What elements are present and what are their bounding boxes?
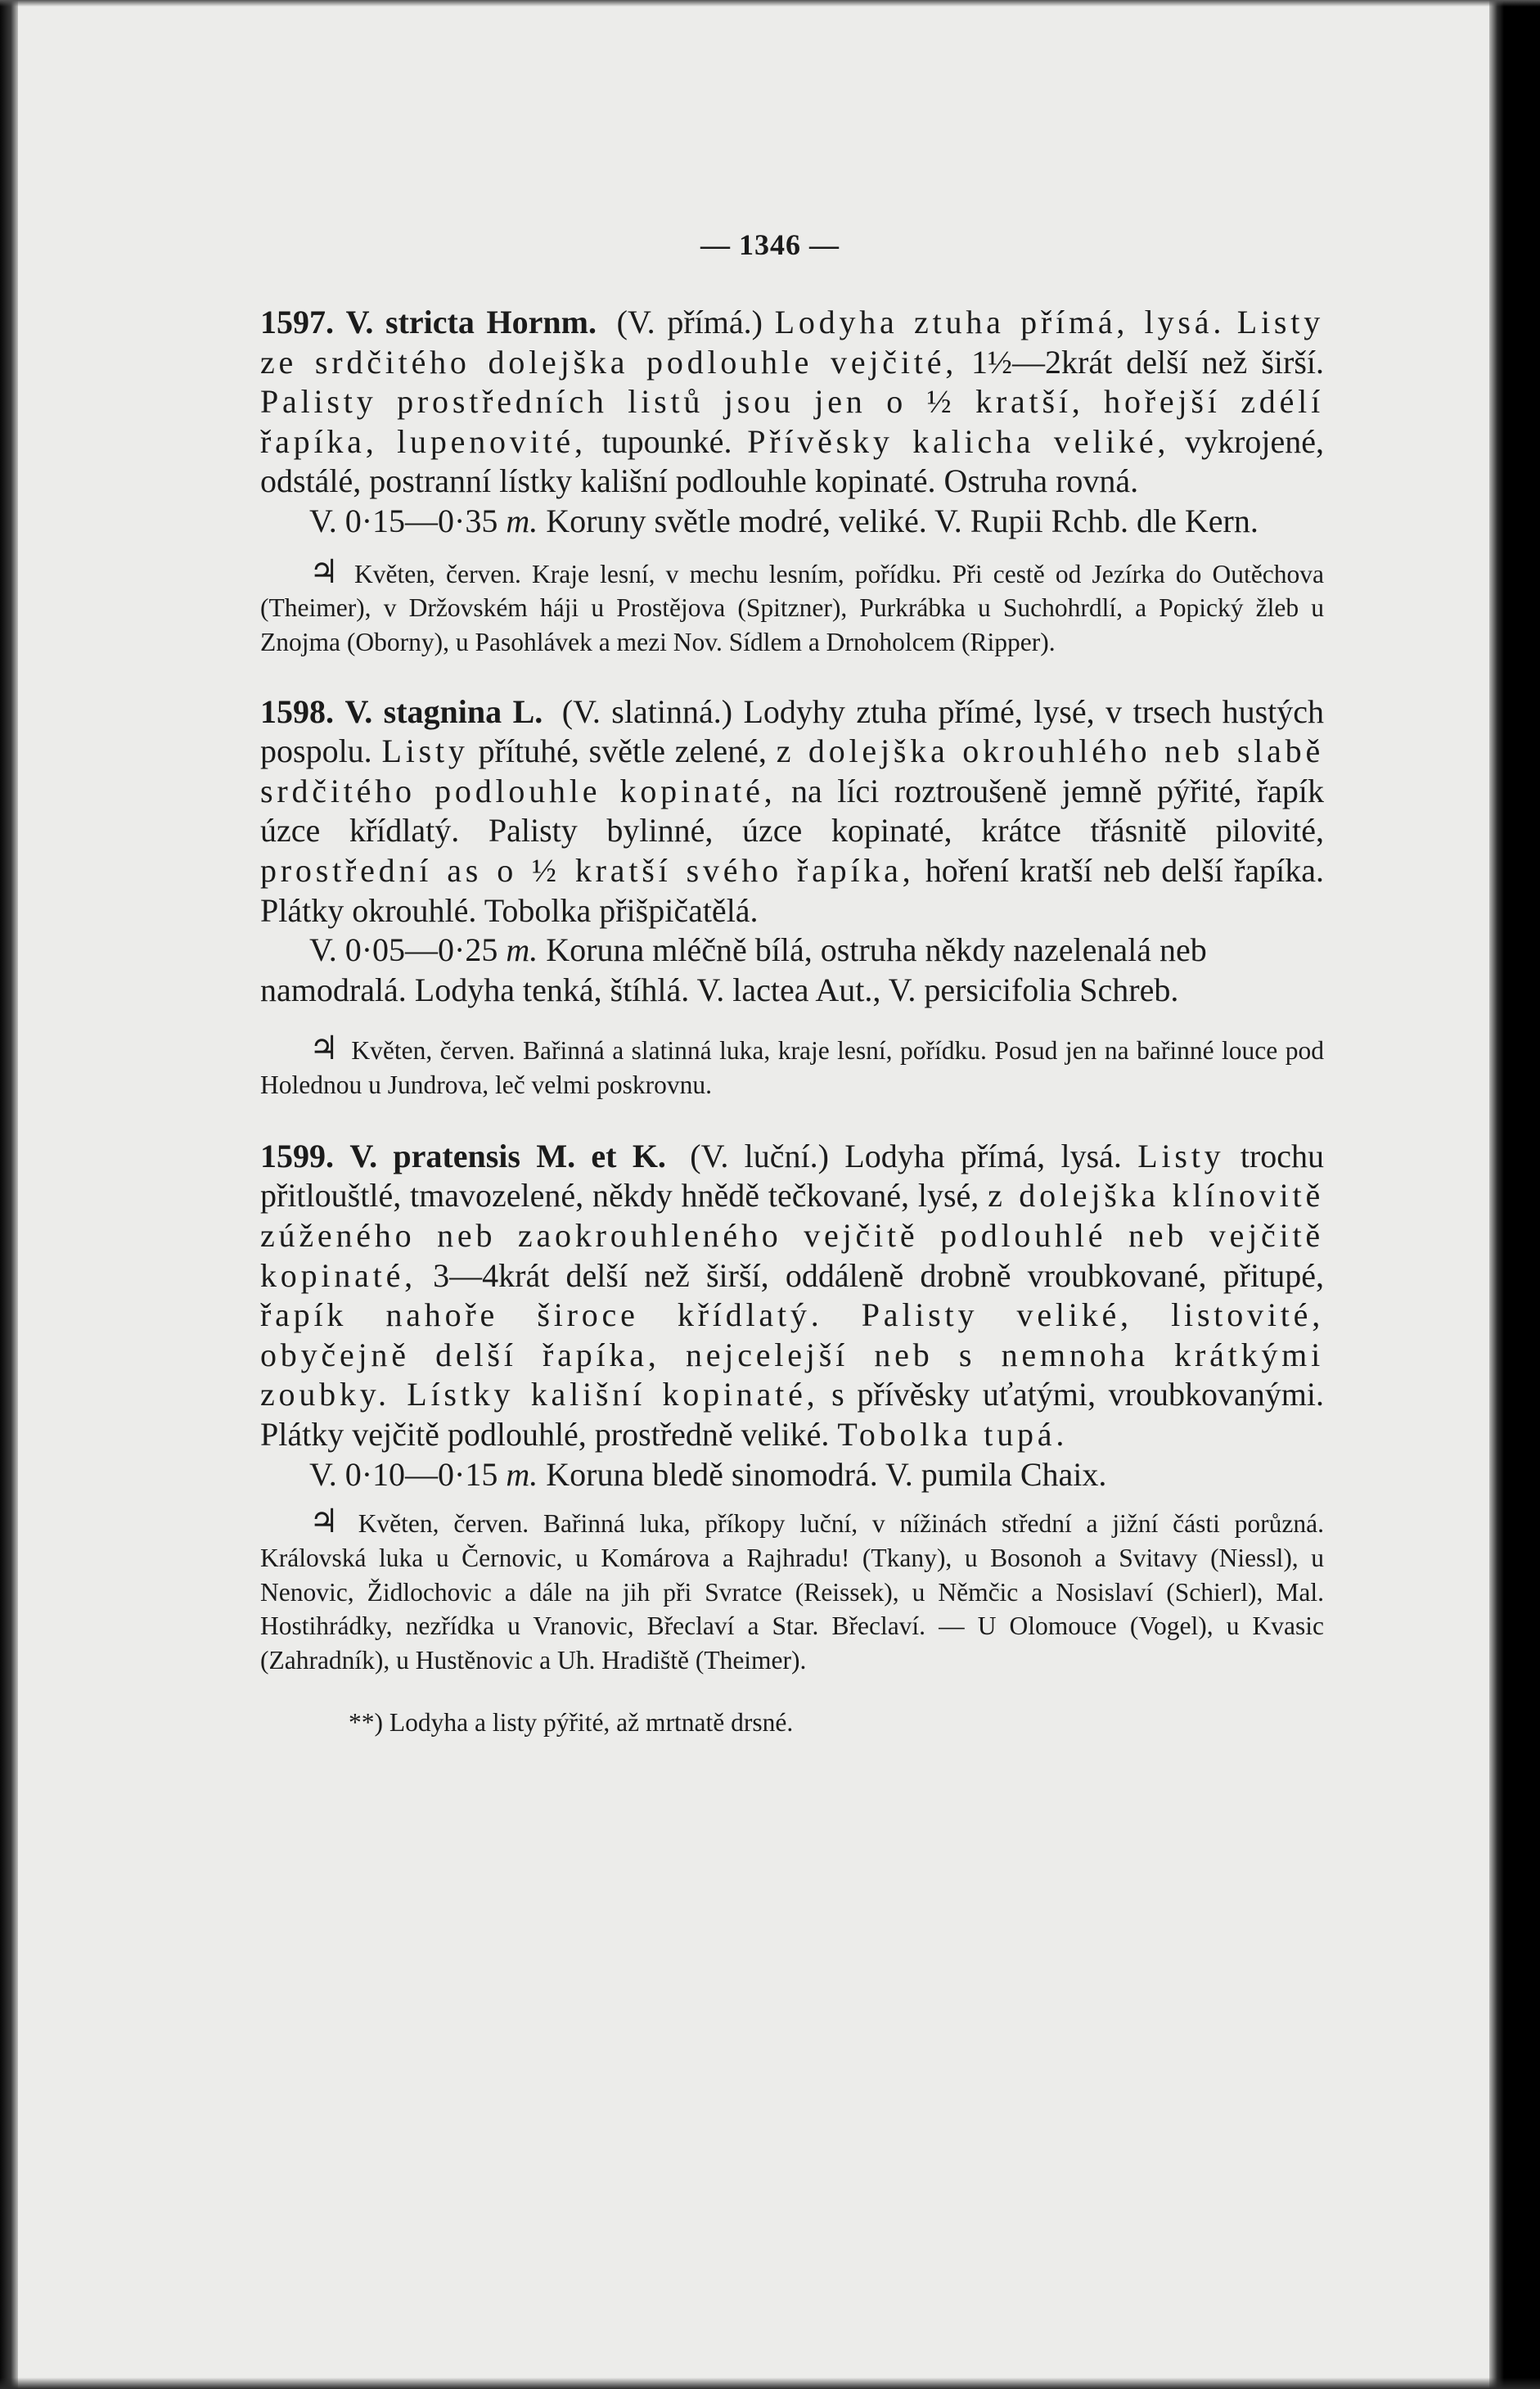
emphasized-text: Listy: [1137, 1137, 1225, 1174]
text-run: hoření kratší neb delší řapíka. Plátky okrouhlé. Tobolka přišpičatělá.: [260, 852, 1325, 929]
emphasized-text: Listy: [381, 732, 469, 770]
perennial-symbol: ♃: [309, 1030, 339, 1067]
scan-shadow-top: [0, 0, 1540, 7]
species-description: [260, 692, 1324, 931]
emphasized-text: Listy ze srdčitého dolejška podlouhle vejčité,: [260, 304, 1325, 381]
dimensions-notes: Koruna mléčně bílá, ostruha někdy nazelenalá neb namodralá. Lodyha tenká, štíhlá. V. lactea Aut., V. persicifolia Schreb.: [260, 931, 1207, 1008]
species-entry-1599: [260, 1137, 1324, 1678]
text-run: 1½—2krát delší než širší.: [957, 343, 1324, 381]
text-run: přítuhé, světle zelené,: [468, 732, 777, 770]
text-run: [1225, 304, 1237, 340]
emphasized-text: z dolejška klínovitě zúženého neb zaokrouhleného vejčitě podlouhlé neb vejčitě kopinaté,: [260, 1177, 1325, 1294]
flowering-period: Květen, červen.: [351, 1036, 516, 1066]
dimensions-notes: Koruny světle modré, veliké. V. Rupii Rchb. dle Kern.: [538, 502, 1259, 539]
species-entry-1598: [260, 692, 1324, 1102]
dimensions-line: [260, 1455, 1324, 1495]
habitat-localities: [260, 1031, 1324, 1102]
perennial-symbol: ♃: [309, 552, 339, 590]
footnote: **) Lodyha a listy pýřité, až mrtnatě drsné.: [349, 1707, 794, 1737]
dimensions-notes: Koruna bledě sinomodrá. V. pumila Chaix.: [538, 1455, 1107, 1493]
scan-shadow-bottom: [0, 2378, 1540, 2389]
species-number: 1597.: [260, 304, 334, 340]
habitat-localities: [260, 552, 1325, 660]
locality-text: Kraje lesní, v mechu lesním, pořídku. Při cestě od Jezírka do Outěchova (Theimer), v Držovském háji u Prostějova (Spitzner), Purkrábka u Suchohrdlí, a Popický žleb u Znojma (Oborny), u Pasohlávek a mezi Nov. Sídlem a Drnoholcem (Ripper).: [260, 559, 1325, 656]
species-entry-1597: [260, 303, 1324, 660]
description-text: [260, 1138, 1324, 1453]
locality-text: Bařinná a slatinná luka, kraje lesní, pořídku. Posud jen na bařinné louce pod Holednou u Jundrova, leč velmi poskrovnu.: [260, 1036, 1324, 1100]
emphasized-text: Palisty prostředních listů jsou jen o ½ kratší, hořejší zdélí řapíka, lupenovité,: [260, 383, 1324, 460]
locality-text: Bařinná luka, příkopy luční, v nížinách střední a jižní části porůzná. Královská luka u Černovic, u Komárova a Rajhradu! (Tkany), u Bosonoh a Svitavy (Niessl), u Nenovic, Židlochovic a dále na jih při Svratce (Reissek), u Němčic a Nosislaví (Schierl), Mal. Hostihrádky, nezřídka u Vranovic, Břeclaví a Star. Břeclaví. — U Olomouce (Vogel), u Kvasic (Zahradník), u Hustěnovic a Uh. Hradiště (Theimer).: [260, 1509, 1325, 1675]
height-range: V. 0·05—0·25: [309, 931, 498, 969]
text-run: vykrojené, odstálé, postranní lístky kališní podlouhle kopinaté. Ostruha rovná.: [260, 422, 1324, 500]
unit: m.: [506, 502, 538, 539]
emphasized-text: Přívěsky kalicha veliké,: [747, 422, 1170, 460]
unit: m.: [506, 1455, 538, 1493]
text-run: (V. slatinná.) Lodyhy ztuha přímé, lysé, v trsech hustých pospolu.: [260, 692, 1325, 770]
emphasized-text: Tobolka tupá.: [837, 1415, 1069, 1453]
species-description: [260, 1137, 1324, 1455]
emphasized-text: Lodyha ztuha přímá, lysá.: [774, 304, 1226, 340]
scan-shadow-right: [1489, 0, 1540, 2389]
text-run: s přívěsky uťatými, vroubkovanými. Plátky vejčitě podlouhlé, prostředně veliké.: [260, 1376, 1324, 1453]
unit: m.: [506, 931, 538, 969]
emphasized-text: prostřední as o ½ kratší svého řapíka,: [260, 852, 915, 890]
text-run: na líci roztroušeně jemně pýřité, řapík úzce křídlatý. Palisty bylinné, úzce kopinaté, krátce třásnitě pilovité,: [260, 772, 1324, 850]
text-run: 3—4krát delší než širší, oddáleně drobně vroubkované, přitupé,: [416, 1256, 1324, 1294]
flowering-period: Květen, červen.: [358, 1509, 529, 1539]
height-range: V. 0·10—0·15: [309, 1455, 498, 1493]
species-description: [260, 303, 1324, 502]
page-number: — 1346 —: [700, 228, 840, 261]
dimensions-line: [260, 502, 1324, 542]
species-name: V. pratensis M. et K.: [349, 1137, 666, 1174]
scan-shadow-left: [0, 0, 18, 2389]
text-run: tupounké.: [586, 422, 748, 460]
habitat-localities: [260, 1504, 1324, 1678]
height-range: V. 0·15—0·35: [309, 502, 498, 539]
text-run: trochu přitlouštlé, tmavozelené, někdy hnědě tečkované, lysé,: [260, 1137, 1325, 1215]
species-name: V. stricta Hornm.: [345, 304, 597, 340]
flowering-period: Květen, červen.: [354, 559, 521, 588]
dimensions-line: [260, 931, 1324, 1010]
emphasized-text: z dolejška okrouhlého neb slabě srdčitého podlouhle kopinaté,: [260, 732, 1325, 809]
page-body: [260, 303, 1324, 1739]
text-run: (V. luční.) Lodyha přímá, lysá.: [690, 1137, 1138, 1174]
species-number: 1598.: [260, 692, 334, 730]
species-number: 1599.: [260, 1137, 334, 1174]
emphasized-text: řapík nahoře široce křídlatý. Palisty veliké, listovité, obyčejně delší řapíka, nejcelejší neb s nemnoha krátkými zoubky. Lístky kališní kopinaté,: [260, 1296, 1324, 1413]
text-run: (V. přímá.): [616, 304, 775, 340]
perennial-symbol: ♃: [309, 1503, 339, 1540]
species-name: V. stagnina L.: [344, 692, 543, 730]
